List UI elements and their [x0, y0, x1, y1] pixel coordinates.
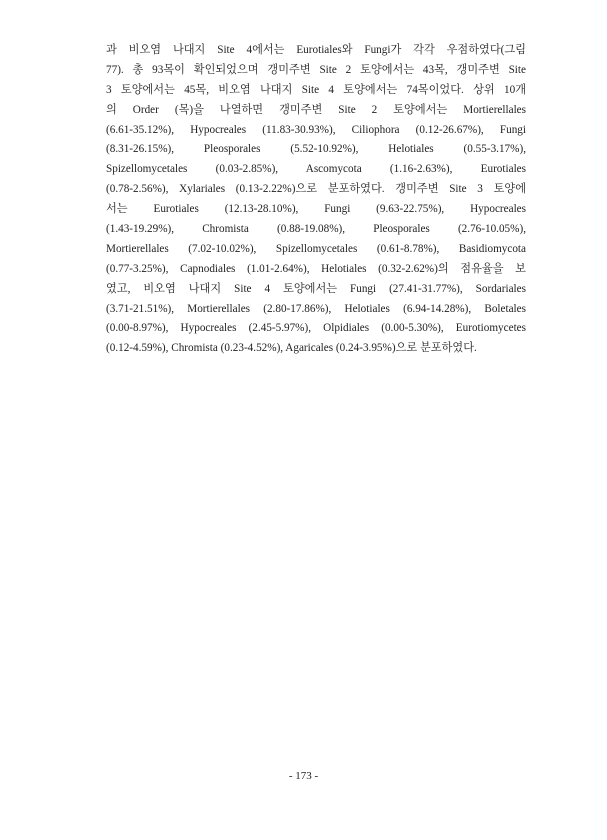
paragraph-line: Spizellomycetales (0.03-2.85%), Ascomycota (1.16-2.63%), Eurotiales — [106, 163, 526, 176]
paragraph-line: 과 비오염 나대지 Site 4에서는 Eurotiales와 Fungi가 각각 우점하였다(그림 — [106, 44, 526, 56]
body-paragraph — [106, 41, 526, 359]
paragraph-line: (6.61-35.12%), Hypocreales (11.83-30.93%), Ciliophora (0.12-26.67%), Fungi — [106, 123, 526, 136]
paragraph-line: (0.77-3.25%), Capnodiales (1.01-2.64%), Helotiales (0.32-2.62%)의 점유율을 보 — [106, 262, 526, 275]
paragraph-line: (0.00-8.97%), Hypocreales (2.45-5.97%), Olpidiales (0.00-5.30%), Eurotiomycetes — [106, 322, 526, 335]
paragraph-line: 였고, 비오염 나대지 Site 4 토양에서는 Fungi (27.41-31.77%), Sordariales — [106, 282, 526, 295]
paragraph-line: 3 토양에서는 45목, 비오염 나대지 Site 4 토양에서는 74목이었다. 상위 10개 — [106, 83, 526, 96]
paragraph-line: (0.12-4.59%), Chromista (0.23-4.52%), Agaricales (0.24-3.95%)으로 분포하였다. — [106, 342, 477, 355]
paragraph-line: (0.78-2.56%), Xylariales (0.13-2.22%)으로 분포하였다. 갱미주변 Site 3 토양에 — [106, 183, 526, 196]
paragraph-line: (3.71-21.51%), Mortierellales (2.80-17.86%), Helotiales (6.94-14.28%), Boletales — [106, 302, 526, 315]
paragraph-line: 의 Order (목)을 나열하면 갱미주변 Site 2 토양에서는 Mortierellales — [106, 103, 526, 116]
paragraph-line: (8.31-26.15%), Pleosporales (5.52-10.92%), Helotiales (0.55-3.17%), — [106, 143, 526, 156]
paragraph-line: Mortierellales (7.02-10.02%), Spizellomycetales (0.61-8.78%), Basidiomycota — [106, 242, 526, 255]
paragraph-line: 77). 총 93목이 확인되었으며 갱미주변 Site 2 토양에서는 43목, 갱미주변 Site — [106, 63, 526, 76]
page-number: - 173 - — [288, 770, 319, 782]
paragraph-line: (1.43-19.29%), Chromista (0.88-19.08%), Pleosporales (2.76-10.05%), — [106, 223, 526, 236]
paragraph-line: 서는 Eurotiales (12.13-28.10%), Fungi (9.63-22.75%), Hypocreales — [106, 203, 526, 216]
